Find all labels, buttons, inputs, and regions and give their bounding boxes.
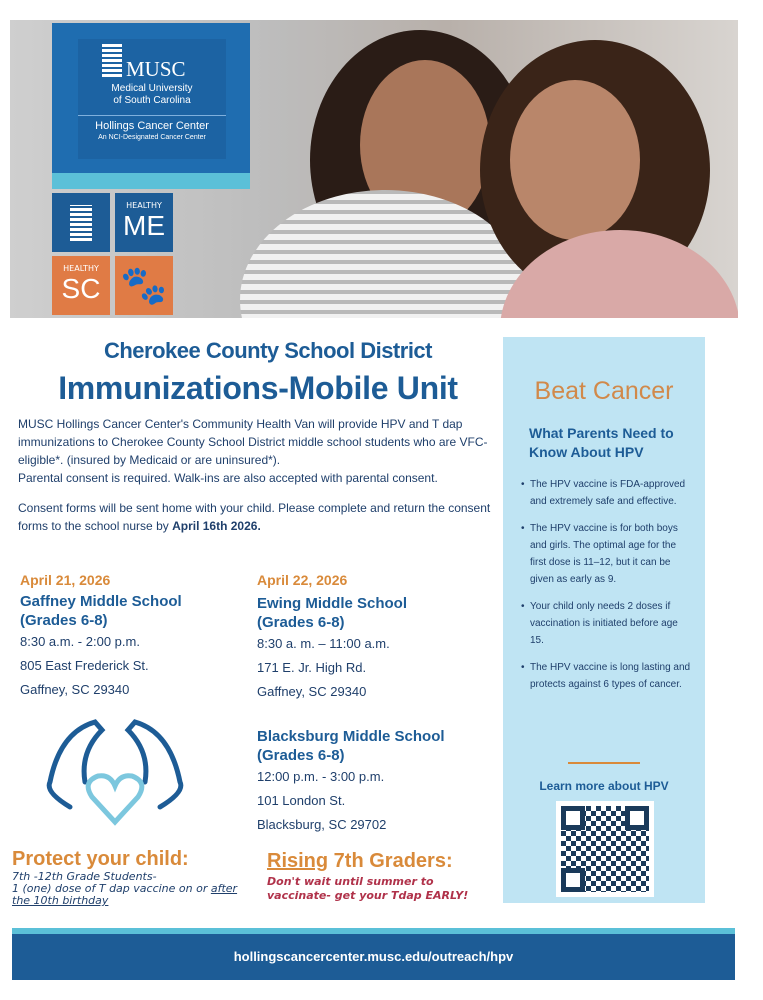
healthy-sc-tile — [52, 256, 110, 315]
event-school: Ewing Middle School — [257, 595, 407, 612]
logo-tagline: An NCI-Designated Cancer Center — [98, 134, 206, 141]
event-gaffney — [20, 572, 250, 702]
divider — [568, 762, 640, 764]
event-grades: (Grades 6-8) — [20, 612, 108, 629]
footer-url[interactable]: hollingscancercenter.musc.edu/outreach/hpv — [12, 928, 735, 980]
logo-line2: of South Carolina — [113, 95, 191, 106]
protect-title: Protect your child: — [12, 848, 189, 870]
list-item: • Your child only needs 2 doses if vaccination is initiated before age 15. — [521, 598, 691, 649]
event-grades: (Grades 6-8) — [257, 747, 345, 764]
panel-title: Beat Cancer — [534, 377, 674, 405]
logo-strip — [52, 173, 250, 189]
event-time: 8:30 a. m. – 11:00 a.m. — [257, 636, 390, 651]
event-school: Blacksburg Middle School — [257, 728, 445, 745]
learn-more-label: Learn more about HPV — [539, 779, 669, 793]
protect-line1: 7th -12th Grade Students- — [12, 870, 157, 883]
forms-text — [18, 499, 498, 535]
protect-line2-underlined: after — [210, 882, 238, 895]
event-school: Gaffney Middle School — [20, 593, 182, 610]
event-date: April 22, 2026 — [257, 572, 348, 588]
hpv-facts-list — [521, 476, 691, 693]
logo-line1: Medical University — [111, 83, 193, 94]
forms-text-body: Consent forms will be sent home with your child. Please complete and return the consent forms to the school nurse by — [18, 501, 491, 533]
event-street: 805 East Frederick St. — [20, 658, 149, 673]
rising-line2: vaccinate- get your Tdap EARLY! — [267, 889, 469, 902]
musc-logo — [52, 23, 250, 173]
protect-line3: the 10th birthday — [12, 894, 109, 907]
event-street: 171 E. Jr. High Rd. — [257, 660, 367, 675]
page-title: Immunizations-Mobile Unit — [58, 370, 458, 406]
event-street: 101 London St. — [257, 793, 346, 808]
event-time: 12:00 p.m. - 3:00 p.m. — [257, 769, 385, 784]
list-item: • The HPV vaccine is for both boys and girls. The optimal age for the first dose is 11–12, but it can be given as early as 9. — [521, 520, 691, 588]
building-icon — [102, 43, 122, 77]
protect-line2: 1 (one) dose of T dap vaccine on or — [12, 882, 211, 895]
rising-line1: Don't wait until summer to — [267, 875, 434, 888]
event-city: Gaffney, SC 29340 — [257, 684, 367, 699]
list-item: • The HPV vaccine is long lasting and protects against 6 types of cancer. — [521, 659, 691, 693]
deadline: April 16th 2026. — [172, 519, 261, 533]
logo-center: Hollings Cancer Center — [95, 120, 209, 132]
hands-heart-icon — [40, 712, 190, 832]
event-date: April 21, 2026 — [20, 572, 111, 588]
tile-text: ME — [123, 210, 165, 241]
building-icon — [70, 205, 92, 241]
list-item: • The HPV vaccine is FDA-approved and extremely safe and effective. — [521, 476, 691, 510]
event-city: Gaffney, SC 29340 — [20, 682, 130, 697]
tile-text: HEALTHY — [63, 264, 99, 273]
district-title: Cherokee County School District — [103, 338, 432, 363]
event-blacksburg — [257, 727, 497, 837]
consent-text: Parental consent is required. Walk-ins are also accepted with parental consent. — [18, 471, 438, 485]
healthy-me-tile — [115, 193, 173, 252]
event-grades: (Grades 6-8) — [257, 614, 345, 631]
rising-title: 7th Graders: — [328, 850, 453, 872]
event-time: 8:30 a.m. - 2:00 p.m. — [20, 634, 140, 649]
rising-title-underlined: Rising — [267, 850, 329, 872]
intro-text: MUSC Hollings Cancer Center's Community Health Van will provide HPV and T dap immunizations to Cherokee County School District middle school students who are VFC- eligible*. (insured by Medicaid or are uninsured*). — [18, 417, 488, 467]
musc-building-tile — [52, 193, 110, 252]
tile-text: HEALTHY — [126, 201, 162, 210]
paw-icon: 🐾 — [115, 256, 173, 315]
tile-text: SC — [61, 273, 101, 304]
qr-code[interactable] — [556, 801, 654, 897]
event-ewing — [257, 572, 497, 704]
panel-subtitle: What Parents Need to Know About HPV — [529, 425, 674, 460]
logo-brand: MUSC — [126, 57, 186, 81]
event-city: Blacksburg, SC 29702 — [257, 817, 387, 832]
hpv-info-panel — [503, 337, 705, 903]
